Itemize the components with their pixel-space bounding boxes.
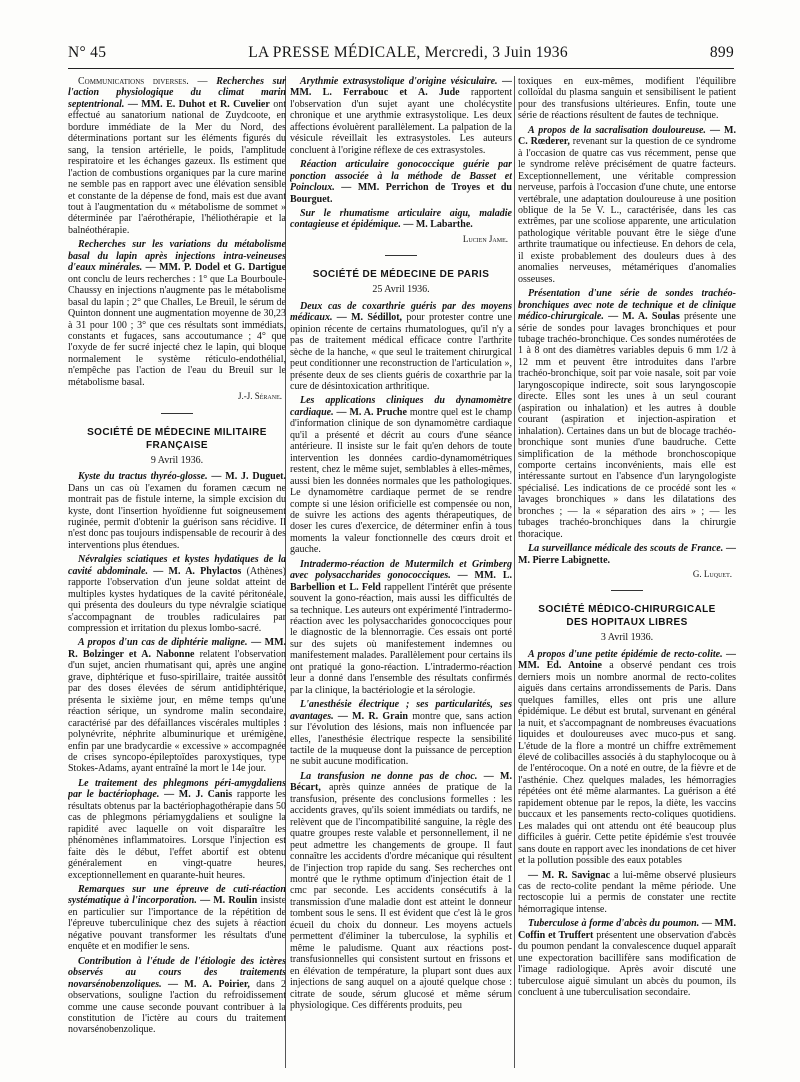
article [290,76,512,156]
article-title: Deux cas de coxarthrie guéris par des moyens médicaux. [290,300,512,324]
article [68,239,286,388]
column-left [68,76,286,1068]
section-divider [611,590,643,591]
article-text: (Athènes) rapporte l'observation d'un jeune soldat atteint de multiples kystes hydatiques de la cavité péritonéale, qui présenta des douleurs du type névralgie sciatique s'accompagnant de troubles radiculaires par compression et irritation du plexus lombo-sacré. [68,565,286,635]
section-divider [161,413,193,414]
section-lead: Communications diverses. — [78,76,208,87]
article-authors: — MM. Perrichon de Troyes et du Bourguet. [290,182,512,205]
article-authors: — M. Labarthe. [403,219,473,231]
article-text: Dans un cas où l'examen du foramen cæcum ne montrait pas de fistule interne, la simple excision du kyste, dont l'insertion hyoïdienne fut soigneusement ruginée, permit d'obtenir la guérison sans récidive. Il n'est donc pas toujours indispensable de recourir à des interventions plus étendues. [68,482,286,551]
article-authors: — MM. Coffin et Truffert [518,918,736,941]
session-date: 25 Avril 1936. [372,284,430,296]
article [290,301,512,393]
article-authors: — MM. R. Bolzinger et A. Nabonne [68,637,286,660]
article-text: présente une série de sondes pour lavages bronchiques et pour tubage trachéo-bronchique. Ces sondes numérotées de 1 à 8 ont des diamètres variables depuis 6 mm 1/2 à 12 mm et peuvent être introduites dans l'arbre trachéo-bronchique, soit par voie nasale, soit par voie laryngoscopique indirecte, soit sous laryngoscopie directe. Elles sont les unes à un seul courant (aspiration ou inhalation) et les autres à double courant (aspiration et injection-aspiration et inhalation). Certaines dans un but de blocage trachéo-bronchique sont munies d'une baudruche. Cette simplification de la méthode bronchoscopique comporte certains inconvénients, mais elle est intéressante surtout en l'absence d'un laryngologiste spécialisé. Les indications de ce procédé sont les « lavages bronchiques » dans les dilatations des bronches ; — la « séparation des airs » ; — les tubages trachéo-bronchiques dans la chirurgie thoracique. [518,311,736,540]
page-header [68,44,734,69]
article-title: La transfusion ne donne pas de choc. [300,770,478,782]
article-title: Présentation d'une série de sondes trachéo-bronchiques avec note de technique et de clinique médico-chirurgicale. [518,288,736,323]
article-authors: — M. J. Duguet. [211,471,286,483]
article-authors: — M. A. Pruche [336,406,407,418]
section-divider [385,255,417,256]
article [68,884,286,953]
article [290,208,512,231]
section-signature: J.-J. Sérane. [237,391,282,402]
article-authors: — M. A. Soulas [608,311,680,323]
article-authors: — M. R. Savignac [528,869,611,881]
session-date: 9 Avril 1936. [150,454,204,466]
society-heading: SOCIÉTÉ MÉDICO-CHIRURGICALE [538,604,716,616]
article-text: ont effectué au sanatorium national de Zuydcoote, en bordure immédiate de la Mer du Nord, des déterminations portant sur les éléments figurés du sang, la tension artérielle, le poids, l'amplitude respiratoire et les échanges gazeux. Ils estiment que l'action de combustions organiques par la cure marine ne semble pas en rapport avec une élévation sensible et constante de la dépense de fond, mais est due avant tout à l'augmentation du « métabolisme de sommet » déterminée par l'aérothérapie, l'héliothérapie et la balnéothérapie. [68,98,286,236]
article-authors: — M. Roulin [200,895,258,907]
article-title: Kyste du tractus thyréo-glosse. [78,471,208,483]
article-text: ont conclu de leurs recherches : 1° que La Bourboule-Chaussy en injections n'augmente pas le métabolisme basal du lapin ; 2° que Challes, Le Breuil, le sérum de Quinton donnent une augmentation moyenne de 30,23 à 31 pour 100 ; 3° que ces résultats sont immédiats, constants et fugaces, sans accoutumance ; 4° que l'oxyde de fer sucré injecté chez le lapin, qui bloque normalement le système réticulo-endothélial, n'empêche pas l'action de l'eau du Breuil sur le métabolisme basal. [68,273,286,388]
article [68,554,286,634]
article-title: Névralgies sciatiques et kystes hydatiques de la cavité abdominale. [68,554,286,577]
article-authors: — MM. P. Dodel et G. Dartigue [145,262,286,274]
article-title: Réaction articulaire gonococcique guérie par ponction associée à la méthode de Basset et Poincloux. [290,159,512,194]
article-authors: — MM. L. Barbellion et L. Feld [290,570,512,593]
article-title: Intradermo-réaction de Mutermilch et Grimberg avec polysaccharides gonococciques. [290,558,512,582]
article-text: rapporte les résultats obtenus par la bactériophagothérapie dans 50 cas de phlegmons périamygdaliens et souligne la rapidité avec laquelle on voit disparaître les phénomènes inflammatoires. Lorsque l'injection est faite dès le début, l'effet abortif est obtenu généralement en vingt-quatre heures, exceptionnellement en quarante-huit heures. [68,789,286,881]
article [68,76,286,236]
article-authors: — M. C. Rœderer, [518,124,736,148]
society-heading: SOCIÉTÉ DE MÉDECINE DE PARIS [312,269,490,281]
article [518,125,736,285]
article-text: pour protester contre une opinion récente de certains rhumatologues, qu'il n'y a pas de traitement médical efficace contre l'arthrite sèche de la hanche, « que seul le traitement chirurgical peut conditionner une reconstruction de l'articulation », présente deux de ses clients guéris de coxarthrie par la cure de désintoxication arthritique. [290,312,512,392]
article-title: Arythmie extrasystolique d'origine vésiculaire. [300,76,498,87]
article-authors: — M. Bécart, [290,770,512,794]
article [290,395,512,555]
article [518,870,736,916]
issue-number: N° 45 [68,44,107,61]
article [290,699,512,768]
column-rule [514,76,515,1068]
article-authors: — M. A. Poirier, [168,978,250,990]
article-authors: — M. J. Canis [164,789,233,801]
section-signature: Lucien Jame. [462,233,508,244]
article-title: Tuberculose à forme d'abcès du poumon. [528,918,700,930]
article-authors: — MM. Ed. Antoine [518,648,736,672]
article-title: Recherches sur les variations du métabolisme basal du lapin après injections intra-veineuses d'eaux minérales. [68,239,286,274]
article-authors: — MM. E. Duhot et R. Cuvelier [127,98,270,110]
article-text: rapportent l'observation d'un sujet ayant une cholécystite chronique et une arythmie extrasystolique. Les deux affections évoluèrent parallèlement. La palpation de la vésicule réveillait les extrasystoles. Les auteurs concluent à l'origine réflexe de ces extrasystoles. [290,87,512,156]
society-heading: SOCIÉTÉ DE MÉDECINE MILITAIRE FRANÇAISE [87,426,267,451]
column-right [518,76,736,1068]
article [68,956,286,1036]
page-number: 899 [709,44,734,61]
article-text: présentent une observation d'abcès du poumon pendant la convalescence duquel apparaît une expectoration bacillifère sans modification de l'image radiologique. Après avoir discuté une tuberculose aiguë simulant un abcès du poumon, ils concluent à une tuberculisation secondaire. [518,929,736,999]
section-signature: G. Luquet. [692,569,732,580]
article-authors: — M. Pierre Labignette. [518,543,736,566]
article-text: dans 2 observations, souligne l'action du refroidissement comme une cause seconde pouvant contribuer à la constitution de l'ictère au cours du traitement novarsénobenzolique. [68,978,286,1036]
article-authors: — MM. L. Ferrabouc et A. Jude [290,76,512,99]
article [68,778,286,881]
article-text: a lui-même observé plusieurs cas de recto-colite pendant la même période. Une rectoscopie lui a permis de constater une rectite hémorragique intense. [518,869,736,915]
article-title: Contribution à l'étude de l'étiologie des ictères observés au cours des traitements novarsénobenzoliques. [68,955,286,990]
article-text: relatent l'observation d'un sujet, ancien rhumatisant qui, après une angine grave, diphtérique et fuso-spirillaire, traitée aussitôt par des doses élevées de sérum antidiphtérique, présenta le sixième jour, en même temps qu'une réaction sérique, un syndrome malin secondaire, caractérisé par des défaillances viscérales multiples : polynévrite, néphrite albuminurique et urémigène, enfin par une bradycardie « excessive » accompagnée de crises syncopo-épileptoïdes paroxystiques, type Stokes-Adams, ayant entraîné la mort le 14e jour. [68,648,286,775]
article-text: rappellent l'intérêt que présente souvent la gono-réaction, mais aussi les difficultés de sa technique. Les auteurs ont expérimenté l'intradermo-réaction avec les polysaccharides gonococciques pour le diagnostic de la blennorragie. Ces essais ont porté sur des sujets où manifestement indemnes ou manifestement malades. Parallèlement pour certains ils ont pratiqué la gono-réaction. L'intradermo-réaction leur a donné dans l'ensemble des résultats confirmés par la clinique, la bactériologie et la sérologie. [290,581,512,696]
article-title: Le traitement des phlegmons péri-amygdaliens par le bactériophage. [68,777,286,801]
article-title: A propos de la sacralisation douloureuse. [528,124,706,136]
column-middle [290,76,512,1068]
article-title: Remarques sur une épreuve de cuti-réaction systématique à l'incorporation. [68,884,286,907]
article [68,471,286,551]
session-date: 3 Avril 1936. [600,632,654,644]
article-title: A propos d'une petite épidémie de recto-colite. [528,648,723,660]
article-text: montre quel est le champ d'information clinique de son dynamomètre cardiaque qu'il a présenté et décrit au cours d'une séance antérieure. Il insiste sur le fait qu'en dehors de toute intervention les données cardio-dynamométriques restent, chez le même sujet, semblables à elles-mêmes, aussi bien les données normales que les pathologiques. Le dynamomètre cardiaque permet de se rendre compte si une lésion orificielle est compensée ou non, de suivre les actions des agents thérapeutiques, de doser les cures d'exercice, de déterminer enfin à tous moments la valeur fonctionnelle des cœurs droit et gauche. [290,406,512,556]
article-title: A propos d'un cas de diphtérie maligne. [78,637,248,649]
article-text: a observé pendant ces trois derniers mois un nombre anormal de recto-colites aiguës dans certains arrondissements de Paris. Dans quelques familles, elles ont pris une allure épidémique. Le début est brutal, survenant en général la nuit, et s'accompagnant de nombreuses évacuations liquides et douloureuses avec muco-pus et sang. L'étude de la flore a montré un chiffre extrêmement élevé de colibacilles associés à du staphylocoque ou à de l'entérocoque. On a noté en outre, de la fièvre et de l'asthénie. Chez quelques malades, les hémorragies répétées ont été même alarmantes. La guérison a été rapidement obtenue par le repos, la diète, les vaccins buccaux et les pansements recto-coliques quotidiens. Les malades qui ont attendu ont été beaucoup plus difficiles à guérir. Cette petite épidémie s'est trouvée sans doute en rapport avec les inondations de cet hiver et la pollution possible des eaux potables [518,660,736,867]
journal-title: LA PRESSE MÉDICALE, Mercredi, 3 Juin 1936 [248,44,568,61]
article-text: insiste en particulier sur l'importance de la répétition de l'épreuve tuberculinique chez des sujets à réaction négative pouvant transformer les résultats d'une enquête et en modifier le sens. [68,895,286,953]
article [290,159,512,205]
article [290,559,512,696]
article-title: L'anesthésie électrique ; ses particularités, ses avantages. [290,699,512,722]
article [518,288,736,540]
article-text: montre que, sans action sur l'évolution des lésions, mais non influencée par elles, l'anesthésie électrique respecte la sensibilité tactile de la muqueuse dont la puissance de perception ne subit aucune modification. [290,710,512,768]
article-title: La surveillance médicale des scouts de France. [528,543,724,555]
article-continuation: toxiques en eux-mêmes, modifient l'équilibre colloïdal du plasma sanguin et sensibilisent le patient pour des transfusions ultérieures. Enfin, toute une série de réactions résultent de fautes de technique. [518,76,736,122]
article-title: Les applications cliniques du dynamomètre cardiaque. [290,395,512,418]
article-authors: — M. A. Phylactos [153,565,242,577]
article [518,649,736,867]
article [68,637,286,774]
society-heading: DES HOPITAUX LIBRES [566,617,688,629]
article [290,771,512,1012]
article-text: après quinze années de pratique de la transfusion, présente des conclusions formelles : les accidents graves, qu'ils soient immédiats ou tardifs, ne relèvent que de l'incompatibilité sanguine, la règle des quatre groupes reste valable et personnellement, il ne peut admettre les changements de groupe. Il faut connaître les accidents d'ordre mécanique qui résultent de l'injection trop rapide du sang. Ses recherches ont montré que le rythme optimum d'injection était de 1 cmc par seconde. Les accidents consécutifs à la transmission d'une maladie dont est atteint le donneur tombent sous le sens. Il est évident que c'est là le gros écueil du choix du donneur. Les moyens actuels permettent d'éliminer la tuberculose, la syphilis et même le paludisme. Quant aux réactions post-transfusionnelles qui consistent surtout en frissons et en élévation de température, la plupart sont dues aux injections de sang auquel on a ajouté quelque chose : citrate de soude, sérum glucosé et même sérum physiologique. Ces différents produits, peu [290,782,512,1011]
article [518,918,736,998]
article-title: Recherches sur l'action physiologique du climat marin septentrional. [68,76,286,110]
article-text: revenant sur la question de ce syndrome à l'occasion de quatre cas vus récemment, pense que le syndrome relève précisément de quatre facteurs. Exceptionnellement, une véritable compression nerveuse, parfois à l'occasion d'une chute, une entorse vertébrale, une adaptation douloureuse à une position oblique de la 5e V. L., caractérisée, dans les cas extrêmes, par une scoliose apparente, une articulation pathologique véritable pouvant être le siège d'une arthrite traumatique ou infectieuse. En dehors de cela, il existe probablement des douleurs dues à des anomalies nerveuses, métamériques d'anomalies osseuses. [518,136,736,285]
article-authors: — M. Sédillot, [336,312,403,324]
article [518,543,736,566]
article-title: Sur le rhumatisme articulaire aigu, maladie contagieuse et épidémique. [290,207,512,231]
article-authors: — M. R. Grain [337,710,408,722]
